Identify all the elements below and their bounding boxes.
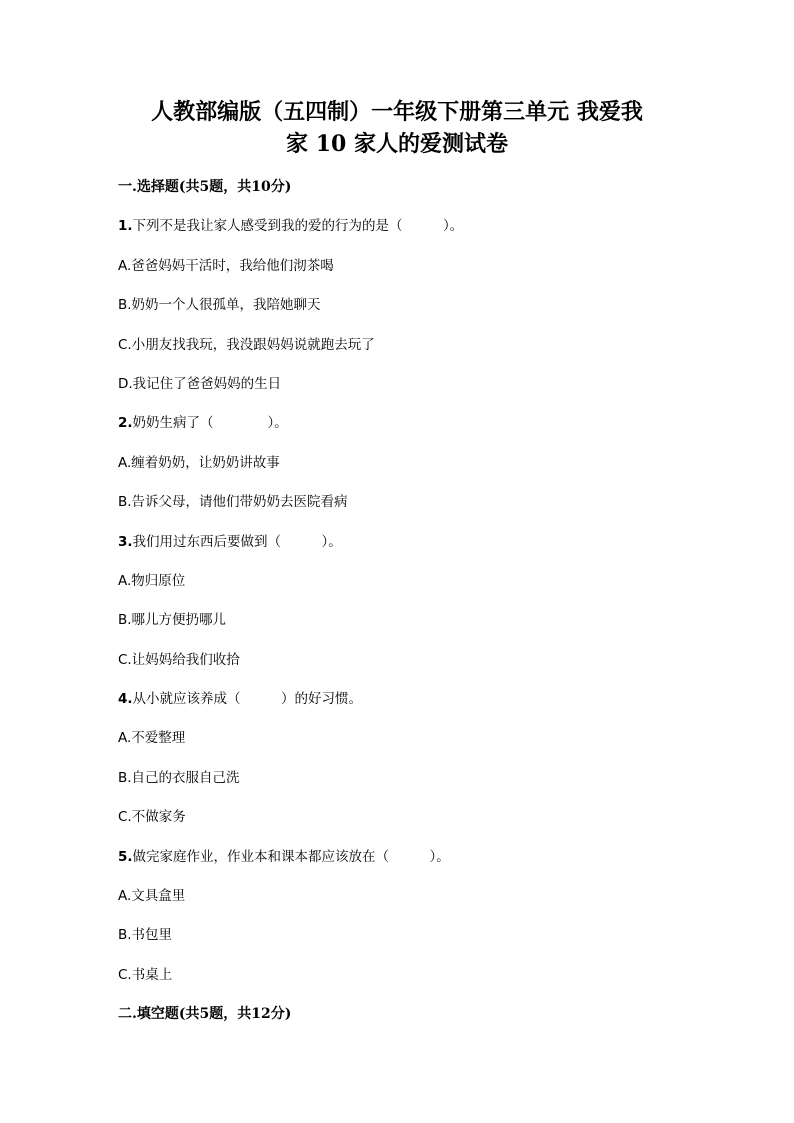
- question-5: [118, 842, 718, 872]
- section-header-fill-blank: 二.填空题(共5题，共12分): [118, 1006, 292, 1023]
- question-4: [118, 684, 718, 714]
- option-4b: B.自己的衣服自己洗: [118, 769, 240, 786]
- question-1: [118, 211, 718, 241]
- option-2b: B.告诉父母，请他们带奶奶去医院看病: [118, 494, 348, 511]
- option-1d: D.我记住了爸爸妈妈的生日: [118, 375, 282, 392]
- option-5b: B.书包里: [118, 927, 173, 944]
- question-number: 3.: [118, 533, 133, 550]
- option-2a: A.缠着奶奶，让奶奶讲故事: [118, 454, 280, 471]
- question-2: [118, 408, 718, 438]
- question-number: 5.: [118, 848, 133, 865]
- option-4c: C.不做家务: [118, 809, 186, 826]
- title-line-2: 家 10 家人的爱测试卷: [286, 131, 508, 157]
- question-number: 2.: [118, 415, 133, 432]
- option-3b: B.哪儿方便扔哪儿: [118, 612, 227, 629]
- option-1c: C.小朋友找我玩，我没跟妈妈说就跑去玩了: [118, 336, 375, 353]
- page-title: [90, 96, 704, 160]
- option-4a: A.不爱整理: [118, 730, 186, 747]
- option-5a: A.文具盒里: [118, 888, 186, 905]
- exam-content: [118, 172, 718, 1039]
- question-3: [118, 527, 718, 557]
- question-stem: 我们用过东西后要做到（ ）。: [132, 533, 342, 550]
- question-stem: 下列不是我让家人感受到我的爱的行为的是（ ）。: [132, 218, 464, 235]
- option-1b: B.奶奶一个人很孤单，我陪她聊天: [118, 297, 321, 314]
- option-3a: A.物归原位: [118, 572, 186, 589]
- option-1a: A.爸爸妈妈干活时，我给他们沏茶喝: [118, 257, 334, 274]
- question-stem: 做完家庭作业，作业本和课本都应该放在（ ）。: [132, 848, 450, 865]
- question-stem: 奶奶生病了（ ）。: [132, 415, 288, 432]
- title-line-1: 人教部编版（五四制）一年级下册第三单元 我爱我: [151, 99, 643, 125]
- question-stem: 从小就应该养成（ ）的好习惯。: [132, 691, 363, 708]
- option-5c: C.书桌上: [118, 966, 173, 983]
- question-number: 4.: [118, 691, 133, 708]
- option-3c: C.让妈妈给我们收拾: [118, 651, 240, 668]
- section-header-choice: 一.选择题(共5题，共10分): [118, 179, 292, 195]
- question-number: 1.: [118, 218, 133, 235]
